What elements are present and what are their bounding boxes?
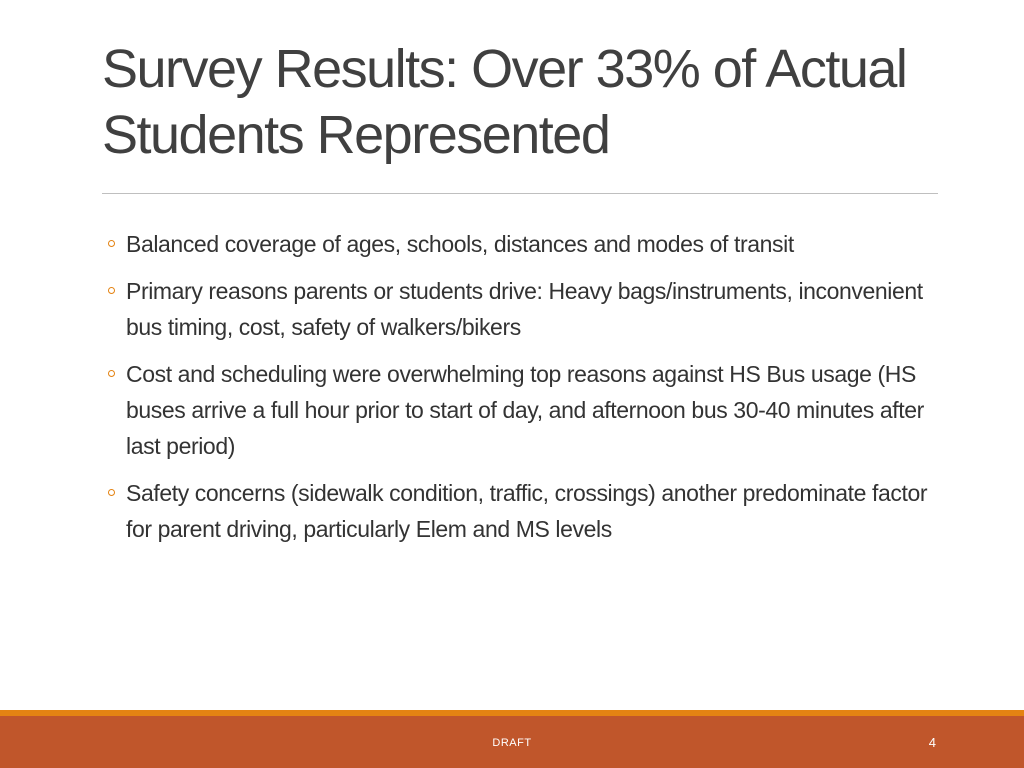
title-divider [102,193,938,194]
bullet-item [104,356,938,464]
slide-title: Survey Results: Over 33% of Actual Students Represented [102,39,907,165]
bullet-item [104,475,938,547]
footer-label: DRAFT [492,737,532,749]
bullet-item [104,226,938,262]
circle-bullet-icon [108,370,115,377]
circle-bullet-icon [108,489,115,496]
bullet-list [104,226,938,558]
bullet-item [104,273,938,345]
bullet-text: Cost and scheduling were overwhelming top reasons against HS Bus usage (HS buses arrive a full hour prior to start of day, and afternoon bus 30-40 minutes after last period) [126,361,924,459]
circle-bullet-icon [108,240,115,247]
bullet-text: Primary reasons parents or students drive: Heavy bags/instruments, inconvenient bus timing, cost, safety of walkers/bikers [126,278,923,340]
bullet-text: Balanced coverage of ages, schools, distances and modes of transit [126,231,794,257]
page-number: 4 [928,735,936,750]
bullet-text: Safety concerns (sidewalk condition, traffic, crossings) another predominate factor for parent driving, particularly Elem and MS levels [126,480,928,542]
circle-bullet-icon [108,287,115,294]
